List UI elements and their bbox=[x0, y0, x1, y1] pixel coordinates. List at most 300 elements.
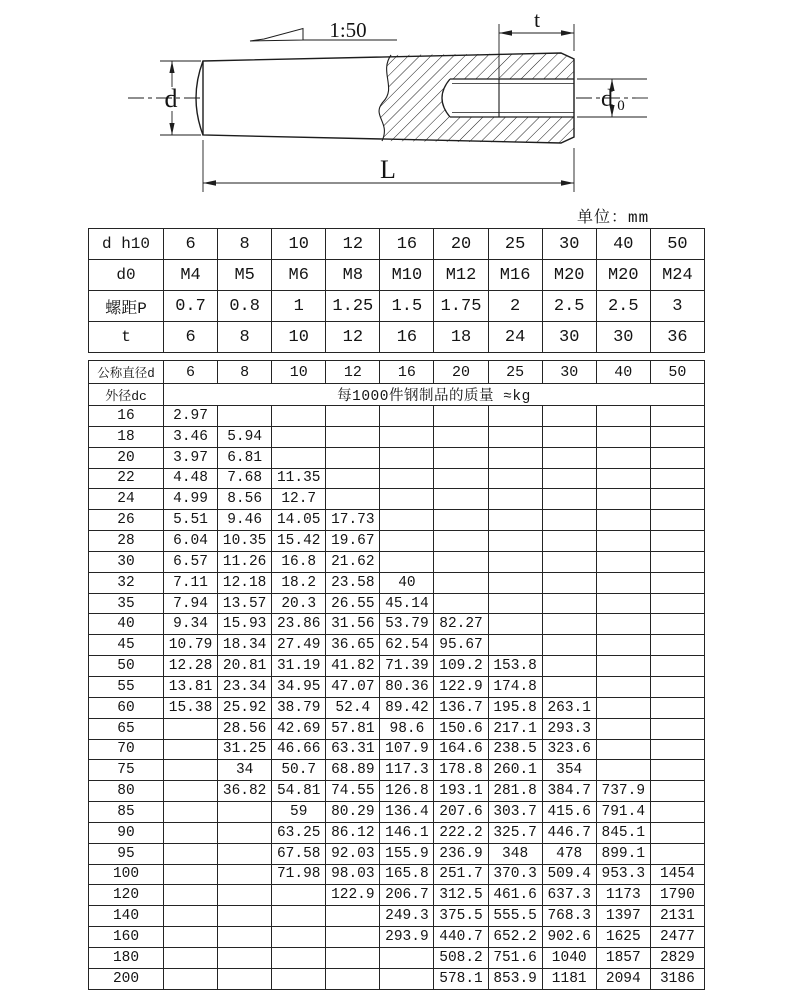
mass-row-dc: 140 bbox=[89, 906, 164, 927]
mass-row-dc: 200 bbox=[89, 968, 164, 989]
mass-cell: 768.3 bbox=[542, 906, 596, 927]
mass-row bbox=[89, 927, 705, 948]
spec-cell: M12 bbox=[434, 260, 488, 291]
mass-cell: 15.93 bbox=[218, 614, 272, 635]
spec-table-body bbox=[89, 229, 705, 353]
mass-cell: 31.56 bbox=[326, 614, 380, 635]
mass-cell: 370.3 bbox=[488, 864, 542, 885]
mass-cell bbox=[542, 489, 596, 510]
mass-cell bbox=[488, 635, 542, 656]
mass-header-value: 25 bbox=[488, 361, 542, 384]
spec-cell: 2 bbox=[488, 291, 542, 322]
mass-cell: 71.39 bbox=[380, 656, 434, 677]
mass-cell bbox=[596, 531, 650, 552]
mass-cell: 98.03 bbox=[326, 864, 380, 885]
mass-cell bbox=[488, 510, 542, 531]
mass-cell bbox=[488, 614, 542, 635]
mass-row bbox=[89, 968, 705, 989]
mass-cell: 354 bbox=[542, 760, 596, 781]
dim-label-t: t bbox=[533, 7, 541, 32]
mass-cell bbox=[164, 843, 218, 864]
mass-cell: 3.46 bbox=[164, 426, 218, 447]
mass-cell: 207.6 bbox=[434, 802, 488, 823]
mass-cell: 23.58 bbox=[326, 572, 380, 593]
mass-cell: 20.3 bbox=[272, 593, 326, 614]
mass-cell: 281.8 bbox=[488, 781, 542, 802]
mass-cell: 236.9 bbox=[434, 843, 488, 864]
mass-row bbox=[89, 802, 705, 823]
mass-cell bbox=[650, 551, 704, 572]
mass-cell: 293.9 bbox=[380, 927, 434, 948]
mass-cell: 652.2 bbox=[488, 927, 542, 948]
mass-cell bbox=[434, 426, 488, 447]
mass-cell bbox=[542, 406, 596, 427]
mass-cell: 122.9 bbox=[326, 885, 380, 906]
mass-cell: 45.14 bbox=[380, 593, 434, 614]
mass-cell: 325.7 bbox=[488, 822, 542, 843]
mass-cell: 508.2 bbox=[434, 947, 488, 968]
mass-cell bbox=[596, 760, 650, 781]
mass-cell: 3.97 bbox=[164, 447, 218, 468]
mass-row bbox=[89, 531, 705, 552]
mass-cell bbox=[542, 593, 596, 614]
taper-pin-drawing bbox=[0, 0, 790, 205]
mass-cell bbox=[488, 572, 542, 593]
mass-cell bbox=[218, 864, 272, 885]
mass-cell: 555.5 bbox=[488, 906, 542, 927]
mass-cell bbox=[650, 447, 704, 468]
mass-cell: 95.67 bbox=[434, 635, 488, 656]
dim-L-arrow-left bbox=[203, 180, 216, 185]
mass-subheader-span: 每1000件钢制品的质量 ≈kg bbox=[164, 384, 705, 406]
mass-cell: 21.62 bbox=[326, 551, 380, 572]
mass-cell: 238.5 bbox=[488, 739, 542, 760]
mass-cell bbox=[542, 656, 596, 677]
mass-cell bbox=[488, 489, 542, 510]
mass-cell: 249.3 bbox=[380, 906, 434, 927]
mass-cell: 578.1 bbox=[434, 968, 488, 989]
mass-row bbox=[89, 656, 705, 677]
mass-cell: 178.8 bbox=[434, 760, 488, 781]
mass-cell: 15.42 bbox=[272, 531, 326, 552]
mass-cell: 9.46 bbox=[218, 510, 272, 531]
mass-cell: 28.56 bbox=[218, 718, 272, 739]
mass-cell bbox=[542, 676, 596, 697]
mass-cell bbox=[542, 510, 596, 531]
mass-cell: 40 bbox=[380, 572, 434, 593]
mass-cell bbox=[596, 551, 650, 572]
mass-cell bbox=[434, 572, 488, 593]
mass-cell bbox=[650, 406, 704, 427]
mass-cell bbox=[650, 760, 704, 781]
spec-cell: 30 bbox=[596, 322, 650, 353]
mass-cell bbox=[380, 489, 434, 510]
mass-cell bbox=[488, 447, 542, 468]
mass-cell bbox=[380, 406, 434, 427]
mass-subheader-row bbox=[89, 384, 705, 406]
mass-cell bbox=[380, 468, 434, 489]
mass-cell: 3186 bbox=[650, 968, 704, 989]
mass-cell: 63.31 bbox=[326, 739, 380, 760]
mass-cell bbox=[434, 510, 488, 531]
mass-cell bbox=[164, 864, 218, 885]
mass-cell: 2477 bbox=[650, 927, 704, 948]
mass-cell bbox=[218, 822, 272, 843]
mass-cell bbox=[650, 510, 704, 531]
mass-cell bbox=[380, 531, 434, 552]
mass-cell bbox=[326, 447, 380, 468]
mass-cell: 853.9 bbox=[488, 968, 542, 989]
mass-cell: 637.3 bbox=[542, 885, 596, 906]
mass-cell bbox=[650, 426, 704, 447]
mass-cell: 27.49 bbox=[272, 635, 326, 656]
mass-cell bbox=[650, 739, 704, 760]
spec-cell: 6 bbox=[164, 322, 218, 353]
spec-cell: 30 bbox=[542, 229, 596, 260]
mass-cell: 1173 bbox=[596, 885, 650, 906]
mass-cell: 34 bbox=[218, 760, 272, 781]
mass-row bbox=[89, 489, 705, 510]
spec-cell: M5 bbox=[218, 260, 272, 291]
mass-cell: 122.9 bbox=[434, 676, 488, 697]
mass-header-value: 12 bbox=[326, 361, 380, 384]
mass-cell: 46.66 bbox=[272, 739, 326, 760]
mass-cell bbox=[272, 885, 326, 906]
mass-row bbox=[89, 864, 705, 885]
mass-row bbox=[89, 843, 705, 864]
dim-t-arrow-left bbox=[499, 30, 512, 35]
mass-cell bbox=[650, 656, 704, 677]
mass-cell bbox=[434, 531, 488, 552]
mass-cell: 117.3 bbox=[380, 760, 434, 781]
mass-cell: 260.1 bbox=[488, 760, 542, 781]
mass-cell bbox=[650, 614, 704, 635]
mass-header-value: 30 bbox=[542, 361, 596, 384]
mass-cell bbox=[650, 593, 704, 614]
mass-cell bbox=[380, 510, 434, 531]
mass-cell bbox=[650, 781, 704, 802]
taper-ratio-label: 1:50 bbox=[329, 18, 367, 42]
mass-row-dc: 70 bbox=[89, 739, 164, 760]
mass-cell bbox=[218, 406, 272, 427]
mass-header-label: 公称直径d bbox=[89, 361, 164, 384]
mass-cell: 13.81 bbox=[164, 676, 218, 697]
mass-row-dc: 100 bbox=[89, 864, 164, 885]
mass-cell: 165.8 bbox=[380, 864, 434, 885]
mass-cell bbox=[380, 426, 434, 447]
mass-row-dc: 50 bbox=[89, 656, 164, 677]
mass-cell bbox=[272, 906, 326, 927]
mass-cell bbox=[542, 447, 596, 468]
mass-cell: 86.12 bbox=[326, 822, 380, 843]
mass-row bbox=[89, 426, 705, 447]
mass-row bbox=[89, 406, 705, 427]
mass-cell bbox=[596, 593, 650, 614]
spec-cell: 8 bbox=[218, 229, 272, 260]
dim-t-arrow-right bbox=[561, 30, 574, 35]
mass-cell bbox=[434, 447, 488, 468]
mass-cell: 36.82 bbox=[218, 781, 272, 802]
mass-cell: 25.92 bbox=[218, 697, 272, 718]
mass-cell bbox=[650, 531, 704, 552]
mass-cell: 41.82 bbox=[326, 656, 380, 677]
mass-cell bbox=[596, 426, 650, 447]
mass-cell bbox=[164, 739, 218, 760]
mass-row-dc: 55 bbox=[89, 676, 164, 697]
mass-row-dc: 26 bbox=[89, 510, 164, 531]
mass-header-value: 50 bbox=[650, 361, 704, 384]
mass-cell bbox=[164, 822, 218, 843]
mass-cell bbox=[542, 531, 596, 552]
mass-cell: 791.4 bbox=[596, 802, 650, 823]
mass-cell bbox=[326, 406, 380, 427]
spec-cell: 16 bbox=[380, 322, 434, 353]
spec-cell: 12 bbox=[326, 322, 380, 353]
mass-cell: 10.35 bbox=[218, 531, 272, 552]
mass-cell: 9.34 bbox=[164, 614, 218, 635]
mass-cell: 18.34 bbox=[218, 635, 272, 656]
mass-cell bbox=[542, 426, 596, 447]
mass-header-row bbox=[89, 361, 705, 384]
mass-cell: 2.97 bbox=[164, 406, 218, 427]
mass-cell: 737.9 bbox=[596, 781, 650, 802]
mass-header-value: 16 bbox=[380, 361, 434, 384]
spec-cell: M24 bbox=[650, 260, 704, 291]
mass-cell: 19.67 bbox=[326, 531, 380, 552]
mass-cell: 42.69 bbox=[272, 718, 326, 739]
spec-cell: 16 bbox=[380, 229, 434, 260]
mass-cell: 263.1 bbox=[542, 697, 596, 718]
mass-cell: 323.6 bbox=[542, 739, 596, 760]
mass-row-dc: 85 bbox=[89, 802, 164, 823]
mass-cell: 1790 bbox=[650, 885, 704, 906]
mass-row bbox=[89, 906, 705, 927]
mass-cell: 1181 bbox=[542, 968, 596, 989]
spec-cell: 40 bbox=[596, 229, 650, 260]
mass-cell bbox=[596, 739, 650, 760]
taper-symbol-wedge bbox=[250, 29, 303, 42]
mass-cell: 89.42 bbox=[380, 697, 434, 718]
mass-cell: 36.65 bbox=[326, 635, 380, 656]
mass-cell bbox=[380, 551, 434, 572]
mass-cell: 7.94 bbox=[164, 593, 218, 614]
mass-cell: 446.7 bbox=[542, 822, 596, 843]
mass-cell bbox=[596, 510, 650, 531]
spec-row-label: 螺距P bbox=[89, 291, 164, 322]
spec-row bbox=[89, 229, 705, 260]
mass-cell: 193.1 bbox=[434, 781, 488, 802]
mass-cell bbox=[650, 468, 704, 489]
mass-row-dc: 20 bbox=[89, 447, 164, 468]
mass-cell bbox=[596, 406, 650, 427]
mass-cell: 16.8 bbox=[272, 551, 326, 572]
mass-cell bbox=[542, 551, 596, 572]
mass-cell bbox=[596, 656, 650, 677]
mass-row bbox=[89, 822, 705, 843]
mass-cell: 23.86 bbox=[272, 614, 326, 635]
mass-cell: 899.1 bbox=[596, 843, 650, 864]
mass-row-dc: 32 bbox=[89, 572, 164, 593]
mass-cell: 11.26 bbox=[218, 551, 272, 572]
mass-row-dc: 180 bbox=[89, 947, 164, 968]
spec-row-label: t bbox=[89, 322, 164, 353]
mass-cell bbox=[380, 447, 434, 468]
spec-cell: 10 bbox=[272, 229, 326, 260]
mass-cell: 146.1 bbox=[380, 822, 434, 843]
mass-cell bbox=[488, 593, 542, 614]
mass-cell: 6.04 bbox=[164, 531, 218, 552]
mass-row bbox=[89, 468, 705, 489]
spec-cell: M16 bbox=[488, 260, 542, 291]
mass-cell: 23.34 bbox=[218, 676, 272, 697]
mass-cell bbox=[488, 551, 542, 572]
spec-cell: M6 bbox=[272, 260, 326, 291]
mass-cell bbox=[596, 447, 650, 468]
mass-cell bbox=[218, 968, 272, 989]
mass-cell bbox=[218, 802, 272, 823]
spec-cell: 2.5 bbox=[596, 291, 650, 322]
mass-cell: 4.99 bbox=[164, 489, 218, 510]
mass-cell: 312.5 bbox=[434, 885, 488, 906]
mass-cell: 57.81 bbox=[326, 718, 380, 739]
mass-cell: 15.38 bbox=[164, 697, 218, 718]
mass-cell: 12.18 bbox=[218, 572, 272, 593]
mass-cell: 293.3 bbox=[542, 718, 596, 739]
mass-cell: 38.79 bbox=[272, 697, 326, 718]
mass-cell: 53.79 bbox=[380, 614, 434, 635]
mass-cell bbox=[650, 843, 704, 864]
mass-cell bbox=[650, 697, 704, 718]
mass-row-dc: 95 bbox=[89, 843, 164, 864]
mass-cell: 34.95 bbox=[272, 676, 326, 697]
spec-cell: 0.8 bbox=[218, 291, 272, 322]
mass-row bbox=[89, 781, 705, 802]
mass-cell bbox=[434, 489, 488, 510]
mass-cell bbox=[326, 468, 380, 489]
spec-cell: M8 bbox=[326, 260, 380, 291]
mass-cell bbox=[326, 927, 380, 948]
mass-cell bbox=[380, 968, 434, 989]
mass-header-value: 8 bbox=[218, 361, 272, 384]
mass-row-dc: 80 bbox=[89, 781, 164, 802]
mass-row bbox=[89, 510, 705, 531]
mass-cell bbox=[272, 406, 326, 427]
mass-row-dc: 35 bbox=[89, 593, 164, 614]
mass-cell: 80.36 bbox=[380, 676, 434, 697]
mass-cell bbox=[488, 468, 542, 489]
mass-cell bbox=[326, 968, 380, 989]
mass-cell: 17.73 bbox=[326, 510, 380, 531]
spec-cell: 2.5 bbox=[542, 291, 596, 322]
mass-cell bbox=[164, 947, 218, 968]
spec-cell: 18 bbox=[434, 322, 488, 353]
mass-cell bbox=[164, 885, 218, 906]
mass-cell: 14.05 bbox=[272, 510, 326, 531]
mass-cell: 107.9 bbox=[380, 739, 434, 760]
spec-table bbox=[88, 228, 705, 353]
mass-row-dc: 75 bbox=[89, 760, 164, 781]
mass-header-value: 40 bbox=[596, 361, 650, 384]
spec-row bbox=[89, 322, 705, 353]
spec-cell: M4 bbox=[164, 260, 218, 291]
mass-row bbox=[89, 885, 705, 906]
spec-cell: 0.7 bbox=[164, 291, 218, 322]
mass-cell: 1857 bbox=[596, 947, 650, 968]
mass-row-dc: 18 bbox=[89, 426, 164, 447]
mass-header-value: 6 bbox=[164, 361, 218, 384]
mass-cell: 5.94 bbox=[218, 426, 272, 447]
mass-cell: 155.9 bbox=[380, 843, 434, 864]
mass-cell: 74.55 bbox=[326, 781, 380, 802]
mass-cell bbox=[596, 676, 650, 697]
mass-cell: 7.11 bbox=[164, 572, 218, 593]
mass-row-dc: 45 bbox=[89, 635, 164, 656]
mass-cell: 20.81 bbox=[218, 656, 272, 677]
spec-cell: 1 bbox=[272, 291, 326, 322]
spec-cell: 50 bbox=[650, 229, 704, 260]
dim-L-arrow-right bbox=[561, 180, 574, 185]
mass-cell: 384.7 bbox=[542, 781, 596, 802]
mass-header-value: 10 bbox=[272, 361, 326, 384]
mass-cell bbox=[272, 927, 326, 948]
mass-cell: 2829 bbox=[650, 947, 704, 968]
dim-label-d0-main: d bbox=[601, 86, 613, 112]
spec-cell: 6 bbox=[164, 229, 218, 260]
mass-cell bbox=[650, 802, 704, 823]
spec-cell: 36 bbox=[650, 322, 704, 353]
mass-cell bbox=[434, 551, 488, 572]
spec-cell: 1.75 bbox=[434, 291, 488, 322]
mass-cell: 375.5 bbox=[434, 906, 488, 927]
mass-cell: 751.6 bbox=[488, 947, 542, 968]
mass-cell bbox=[326, 489, 380, 510]
mass-cell: 164.6 bbox=[434, 739, 488, 760]
mass-cell: 82.27 bbox=[434, 614, 488, 635]
mass-cell: 1454 bbox=[650, 864, 704, 885]
mass-cell: 98.6 bbox=[380, 718, 434, 739]
mass-subheader-label: 外径dc bbox=[89, 384, 164, 406]
mass-cell: 251.7 bbox=[434, 864, 488, 885]
mass-row bbox=[89, 760, 705, 781]
mass-row-dc: 28 bbox=[89, 531, 164, 552]
mass-cell: 217.1 bbox=[488, 718, 542, 739]
mass-cell bbox=[164, 760, 218, 781]
mass-cell: 1040 bbox=[542, 947, 596, 968]
mass-cell: 4.48 bbox=[164, 468, 218, 489]
mass-cell bbox=[218, 927, 272, 948]
dim-d-arrow-top bbox=[169, 61, 174, 73]
mass-cell bbox=[326, 906, 380, 927]
mass-row-dc: 30 bbox=[89, 551, 164, 572]
mass-cell: 509.4 bbox=[542, 864, 596, 885]
spec-cell: 24 bbox=[488, 322, 542, 353]
spec-cell: 12 bbox=[326, 229, 380, 260]
mass-cell: 8.56 bbox=[218, 489, 272, 510]
mass-cell: 92.03 bbox=[326, 843, 380, 864]
mass-row bbox=[89, 572, 705, 593]
mass-cell: 71.98 bbox=[272, 864, 326, 885]
mass-cell bbox=[164, 968, 218, 989]
mass-cell: 222.2 bbox=[434, 822, 488, 843]
mass-cell bbox=[434, 593, 488, 614]
mass-row-dc: 90 bbox=[89, 822, 164, 843]
mass-cell: 303.7 bbox=[488, 802, 542, 823]
mass-cell: 2094 bbox=[596, 968, 650, 989]
mass-cell: 953.3 bbox=[596, 864, 650, 885]
mass-cell bbox=[542, 635, 596, 656]
mass-cell bbox=[272, 426, 326, 447]
mass-cell bbox=[596, 614, 650, 635]
